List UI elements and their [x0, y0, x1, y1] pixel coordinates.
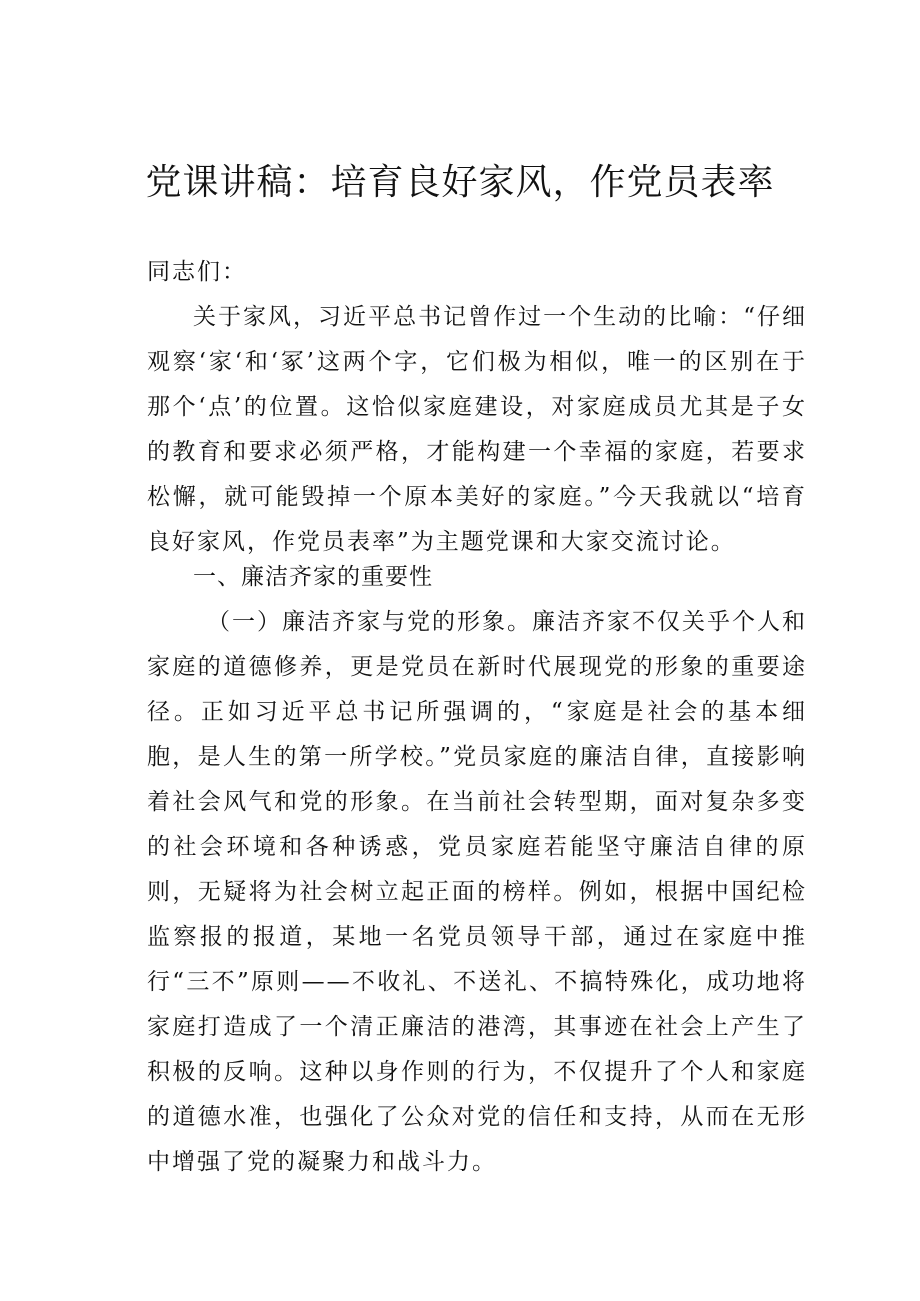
greeting: 同志们： — [147, 259, 247, 285]
paragraph-section-1: （一）廉洁齐家与党的形象。廉洁齐家不仅关乎个人和家庭的道德修养，更是党员在新时代展现党的形象的重要途径。正如习近平总书记所强调的，“家庭是社会的基本细胞，是人生的第一所学校。”党员家庭的廉洁自律，直接影响着社会风气和党的形象。在当前社会转型期，面对复杂多变的社会环境和各种诱惑，党员家庭若能坚守廉洁自律的原则，无疑将为社会树立起正面的榜样。例如，根据中国纪检监察报的报道，某地一名党员领导干部，通过在家庭中推行“三不”原则——不收礼、不送礼、不搞特殊化，成功地将家庭打造成了一个清正廉洁的港湾，其事迹在社会上产生了积极的反响。这种以身作则的行为，不仅提升了个人和家庭的道德水准，也强化了公众对党的信任和支持，从而在无形中增强了党的凝聚力和战斗力。 — [147, 609, 807, 1175]
paragraph-intro: 关于家风，习近平总书记曾作过一个生动的比喻：“仔细观察‘家‘和‘冢’这两个字，它们极为相似，唯一的区别在于那个‘点’的位置。这恰似家庭建设，对家庭成员尤其是子女的教育和要求必须严格，才能构建一个幸福的家庭，若要求松懈，就可能毁掉一个原本美好的家庭。”今天我就以“培育良好家风，作党员表率”为主题党课和大家交流讨论。 — [147, 304, 807, 555]
section-heading: 一、廉洁齐家的重要性 — [193, 564, 433, 590]
document-title: 党课讲稿：培育良好家风，作党员表率 — [145, 162, 775, 203]
